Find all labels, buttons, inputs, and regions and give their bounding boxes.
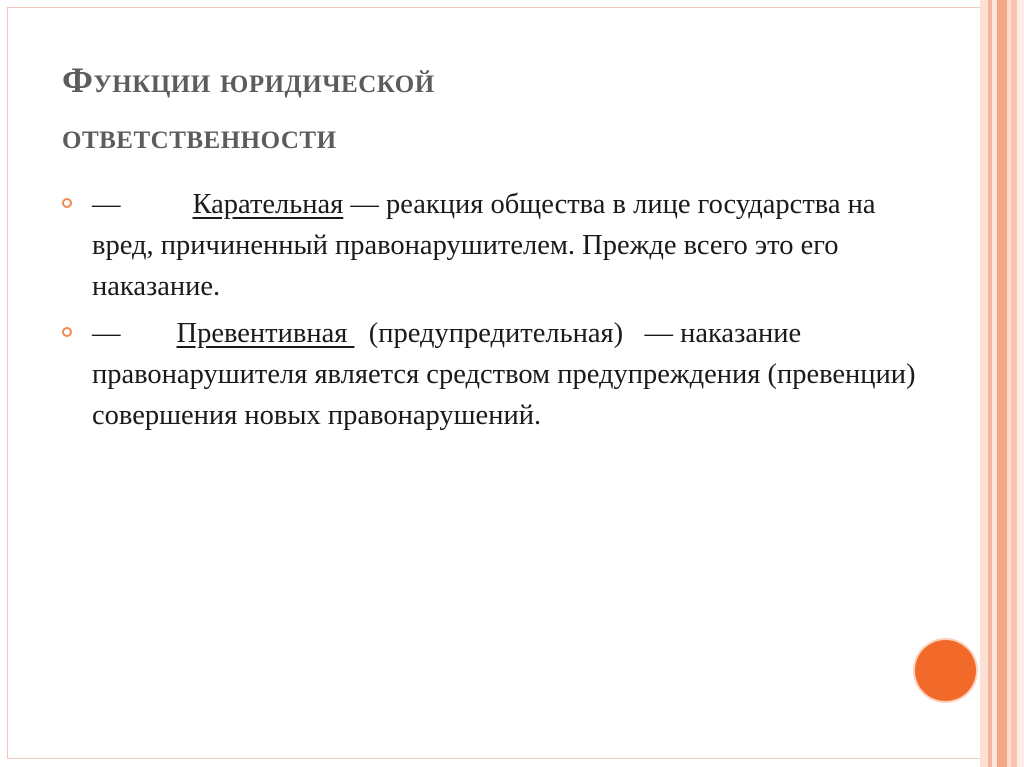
bullet-dash: — <box>92 318 121 349</box>
slide-title-line-2: ответственности <box>62 116 337 156</box>
bullet-list <box>62 184 922 442</box>
slide-title-line-1: Функции юридической <box>62 60 435 100</box>
bullet-item-punitive <box>62 184 922 307</box>
bullet-description: — реакция общества в лице государства на вред, причиненный правонарушителем. Прежде всего это его наказание. <box>92 189 876 302</box>
decorative-stripe <box>980 0 988 767</box>
decorative-stripe <box>1017 0 1024 767</box>
orange-circle-decoration <box>915 640 976 701</box>
bullet-description: (предупредительная) — наказание правонарушителя является средством предупреждения (превенции) совершения новых правонарушений. <box>92 318 923 431</box>
bullet-term: Карательная <box>192 189 344 220</box>
bullet-term: Превентивная <box>176 318 355 349</box>
bullet-text <box>92 313 922 436</box>
bullet-item-preventive <box>62 313 922 436</box>
bullet-text <box>92 184 922 307</box>
orange-ring-bullet-icon <box>62 327 72 337</box>
slide-title <box>62 52 942 164</box>
bullet-dash: — <box>92 189 121 220</box>
decorative-stripe <box>997 0 1007 767</box>
orange-ring-bullet-icon <box>62 198 72 208</box>
